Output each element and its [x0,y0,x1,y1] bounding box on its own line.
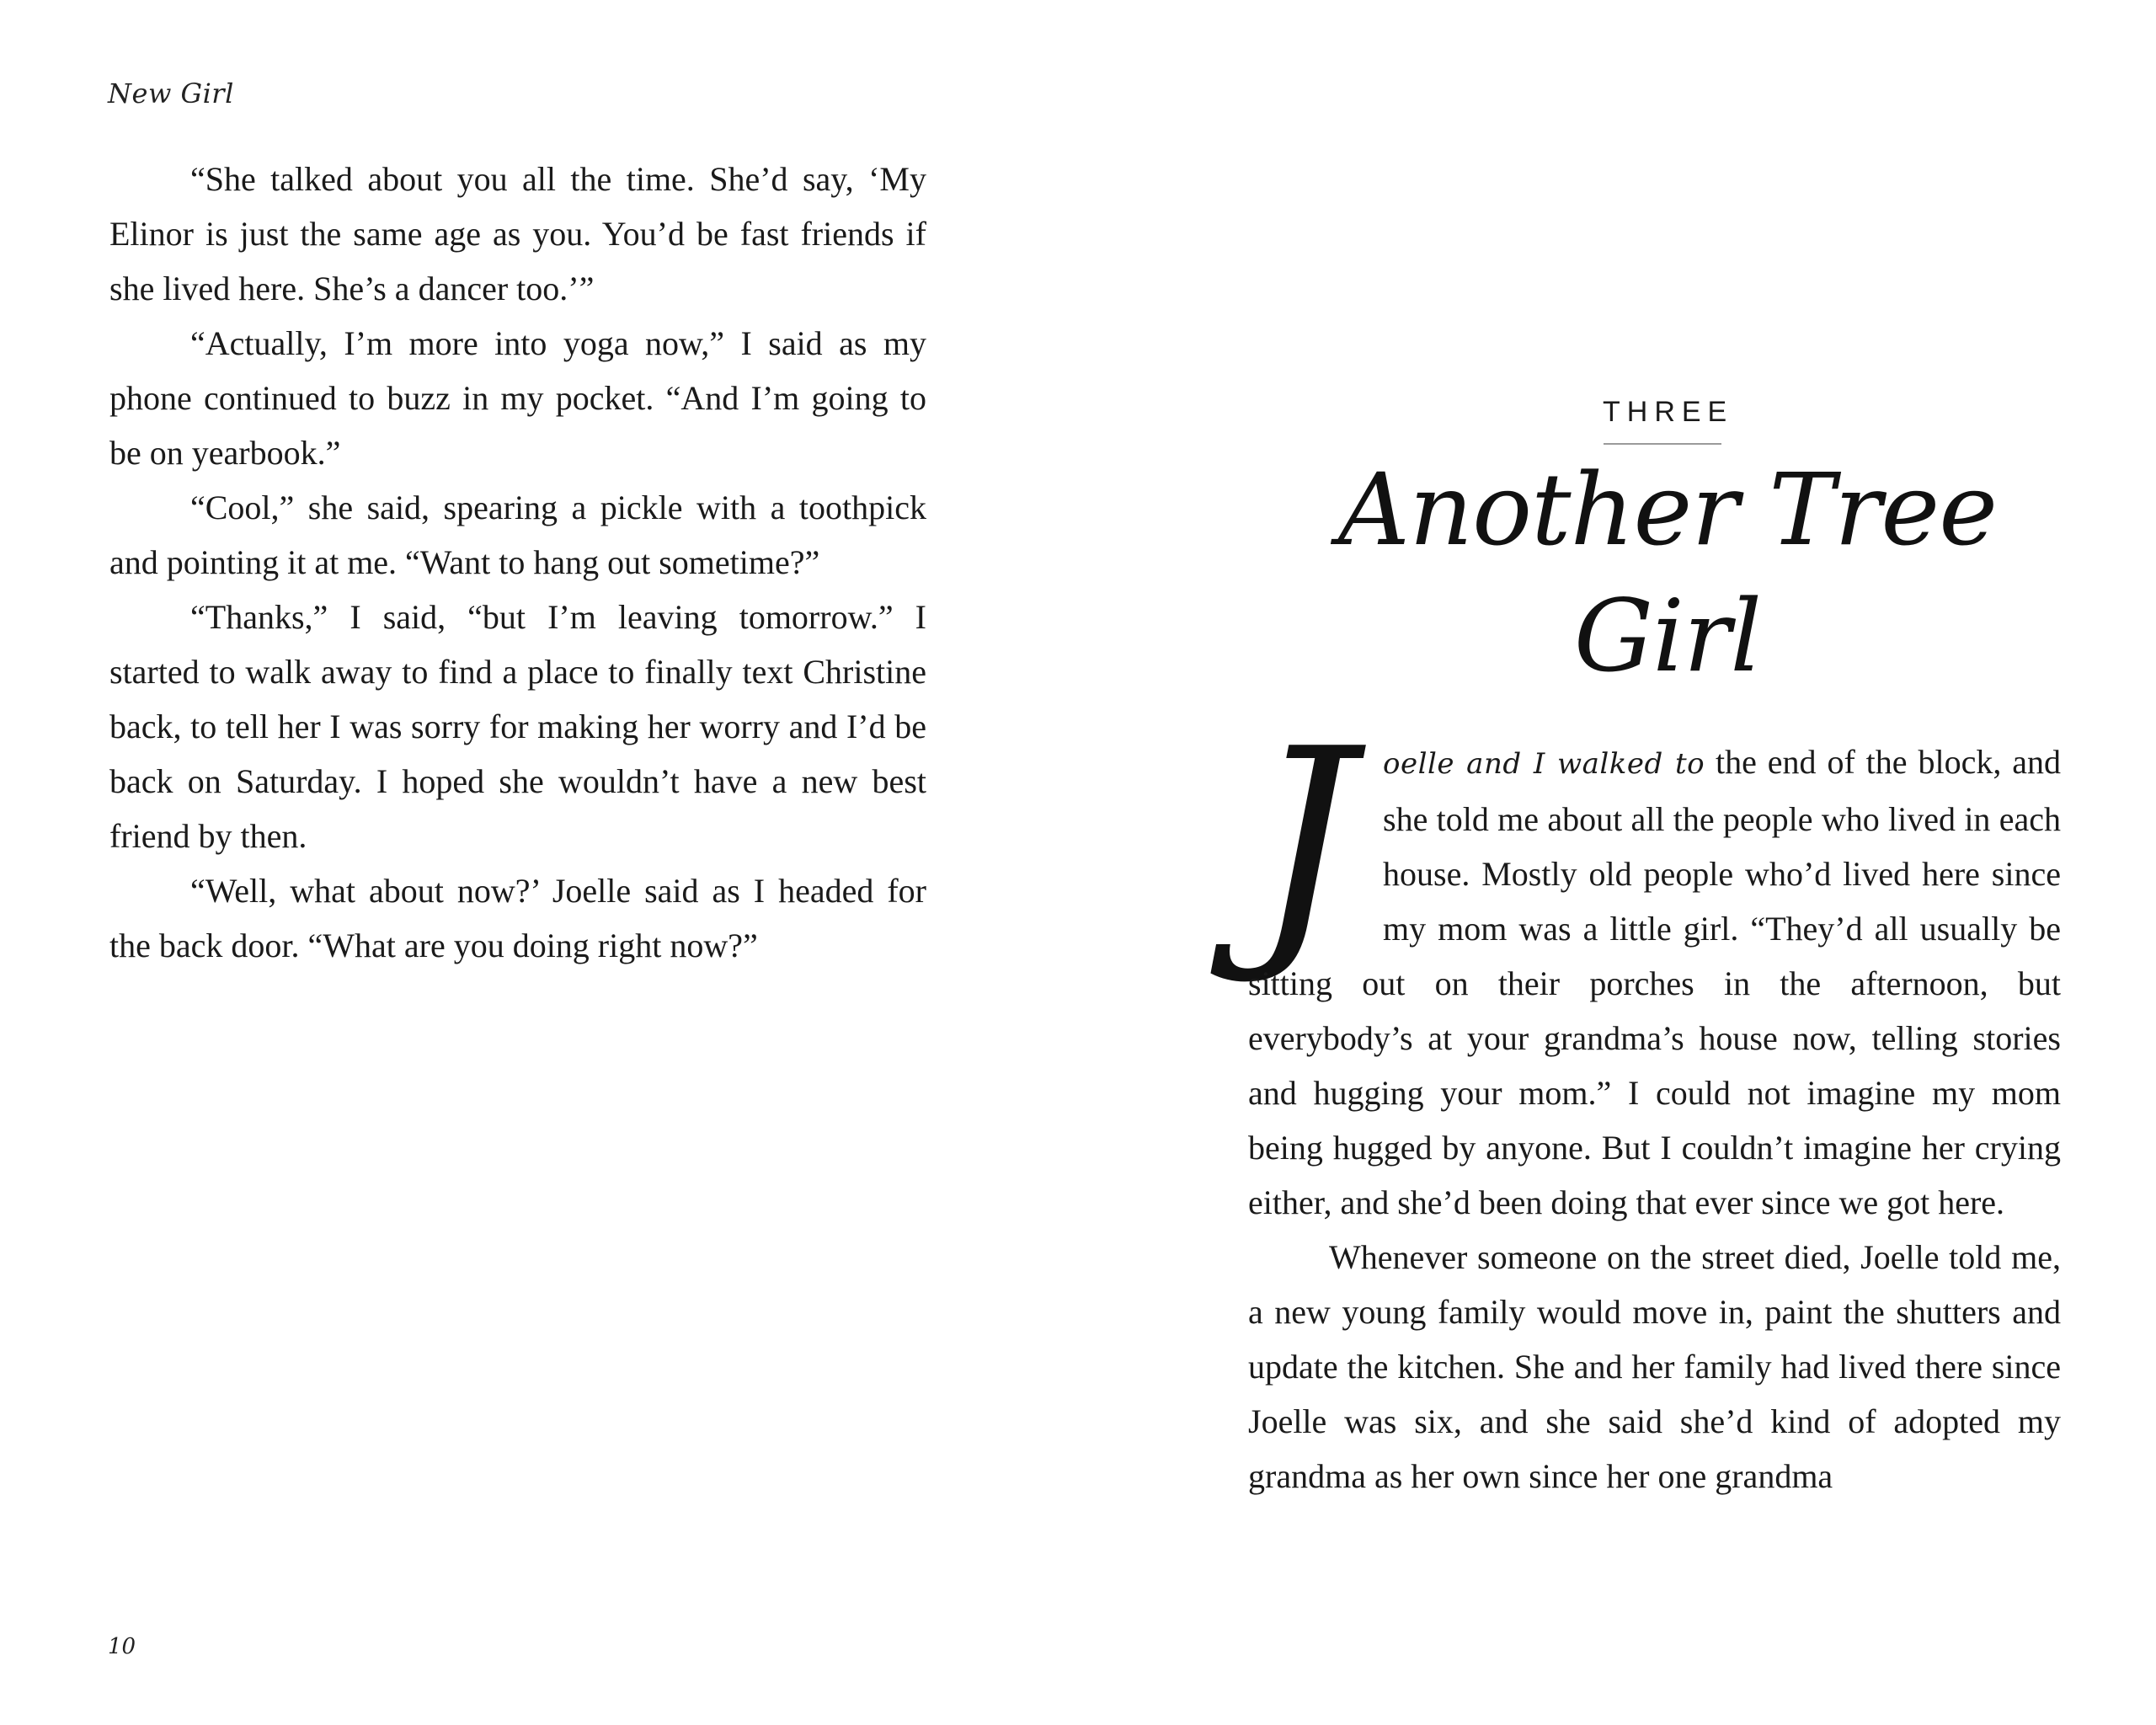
drop-cap-spacer [1248,734,1383,953]
chapter-number: THREE [1603,396,1734,428]
paragraph: Whenever someone on the street died, Joelle told me, a new young family would move in, paint the shutters and update the kitchen. She and her family had lived there since Joelle was six, and she said she’d kind of adopted my grandma as her own since her one grandma [1248,1238,2061,1495]
opening-text: the end of the block, and she told me about all the people who lived in each house. Mostly old people who’d lived here since my mom was a little girl. “They’d all usually be sitting out on their porches in the afternoon, but everybody’s at your grandma’s house now, telling stories and hugging your mom.” I could not imagine my mom being hugged by anyone. But I couldn’t imagine her crying either, and she’d been doing that ever since we got here. [1248,743,2061,1221]
chapter-title: Another Tree Girl [1337,451,1998,694]
lead-in: oelle and I walked to [1383,747,1705,781]
paragraph: “Cool,” she said, spearing a pickle with a toothpick and pointing it at me. “Want to hang out sometime?” [109,489,926,581]
page-number: 10 [108,1634,136,1659]
paragraph: “Actually, I’m more into yoga now,” I said as my phone continued to buzz in my pocket. “And I’m going to be on yearbook.” [109,324,926,472]
paragraph: “Well, what about now?’ Joelle said as I headed for the back door. “What are you doing right now?” [109,872,926,964]
running-head: New Girl [108,77,234,109]
drop-cap: J [1252,695,1355,989]
paragraph: “She talked about you all the time. She’d say, ‘My Elinor is just the same age as you. You’d be fast friends if she lived here. She’s a dancer too.’” [109,160,926,307]
left-body-text [109,152,926,973]
paragraph: “Thanks,” I said, “but I’m leaving tomorrow.” I started to walk away to find a place to finally text Christine back, to tell her I was sorry for making her worry and I’d be back on Saturday. I hoped she wouldn’t have a new best friend by then. [109,598,926,855]
chapter-rule [1604,443,1721,445]
right-body-text [1248,734,2061,1503]
